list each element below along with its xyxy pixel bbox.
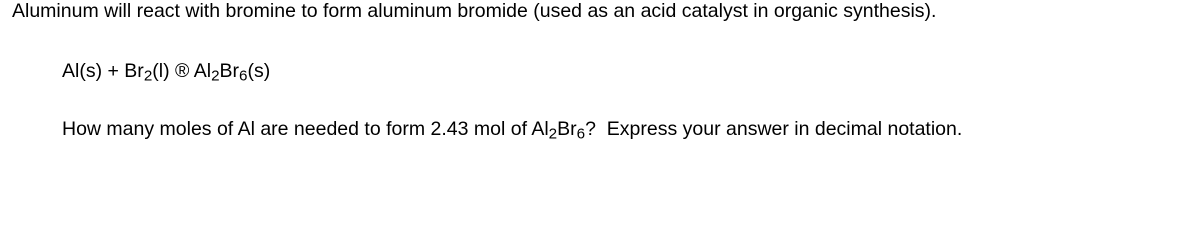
question-part: How many moles of Al are needed to form 2.43 mol of Al: [62, 118, 549, 140]
problem-intro: Aluminum will react with bromine to form aluminum bromide (used as an acid catalyst in organic synthesis).: [12, 0, 937, 22]
question-subscript: 2: [548, 125, 558, 143]
equation-part: Al(s) + Br: [62, 60, 144, 82]
equation-part: (l) ® Al: [152, 60, 212, 82]
question-part: ? Express your answer in decimal notation.: [585, 118, 963, 140]
chemical-equation: [62, 60, 271, 85]
equation-subscript: 2: [211, 67, 220, 85]
equation-part: (s): [247, 60, 271, 82]
equation-subscript: 2: [143, 67, 153, 85]
question-text: [62, 118, 963, 143]
question-part: Br: [557, 118, 577, 140]
equation-part: Br: [219, 60, 240, 82]
equation-subscript: 6: [239, 67, 248, 85]
question-subscript: 6: [576, 125, 586, 143]
